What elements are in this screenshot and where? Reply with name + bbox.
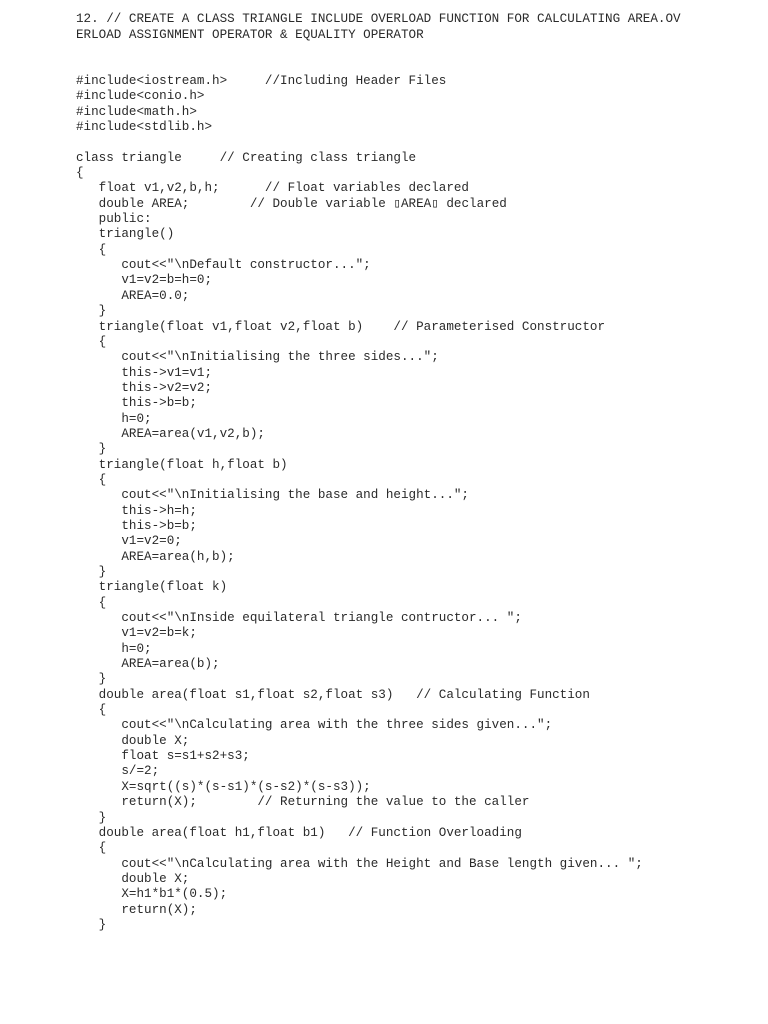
code-line: #include<stdlib.h> xyxy=(76,120,213,135)
code-line: v1=v2=b=k; xyxy=(76,626,197,641)
title-line-1: 12. // CREATE A CLASS TRIANGLE INCLUDE OVERLOAD FUNCTION FOR CALCULATING AREA.OV xyxy=(76,12,681,26)
code-line: float s=s1+s2+s3; xyxy=(76,749,250,764)
code-line: { xyxy=(76,595,107,610)
code-line: #include<iostream.h> //Including Header Files xyxy=(76,74,447,88)
code-line: } xyxy=(76,565,107,579)
code-line: { xyxy=(76,242,107,257)
code-line: } xyxy=(76,810,107,825)
code-line: triangle(float k) xyxy=(76,580,228,595)
code-line: this->b=b; xyxy=(76,518,197,533)
code-line: return(X); // Returning the value to the caller xyxy=(76,795,530,810)
code-line: AREA=0.0; xyxy=(76,288,190,303)
code-line: triangle(float h,float b) xyxy=(76,457,288,472)
code-line: this->v1=v1; xyxy=(76,365,213,380)
code-line: this->h=h; xyxy=(76,503,197,518)
code-line xyxy=(76,135,756,150)
code-line: double X; xyxy=(76,733,190,748)
code-line: X=sqrt((s)*(s-s1)*(s-s2)*(s-s3)); xyxy=(76,779,371,794)
code-line: { xyxy=(76,334,107,349)
code-line: class triangle // Creating class triangle xyxy=(76,150,417,165)
code-line: cout<<"\nInitialising the base and height..."; xyxy=(76,488,469,503)
code-line: AREA=area(b); xyxy=(76,657,220,672)
code-block xyxy=(76,74,756,933)
code-line: cout<<"\nInitialising the three sides..."; xyxy=(76,350,439,365)
code-line: v1=v2=b=h=0; xyxy=(76,273,213,288)
code-line: cout<<"\nCalculating area with the three sides given..."; xyxy=(76,718,553,733)
code-line: double AREA; // Double variable ▯AREA▯ declared xyxy=(76,196,507,211)
code-line: cout<<"\nInside equilateral triangle contructor... "; xyxy=(76,611,522,626)
code-line: this->b=b; xyxy=(76,396,197,411)
code-line: double X; xyxy=(76,871,190,886)
code-line: public: xyxy=(76,212,152,227)
code-line: { xyxy=(76,166,84,181)
code-line: } xyxy=(76,917,107,932)
code-line: } xyxy=(76,442,107,457)
code-line: this->v2=v2; xyxy=(76,380,213,395)
code-line: double area(float h1,float b1) // Function Overloading xyxy=(76,825,522,840)
code-line: X=h1*b1*(0.5); xyxy=(76,887,228,902)
code-line: } xyxy=(76,672,107,687)
code-line: { xyxy=(76,703,107,718)
title-line-2: ERLOAD ASSIGNMENT OPERATOR & EQUALITY OPERATOR xyxy=(76,27,424,42)
code-line: triangle() xyxy=(76,227,175,242)
code-line: cout<<"\nCalculating area with the Height and Base length given... "; xyxy=(76,856,643,871)
code-line: h=0; xyxy=(76,641,152,656)
code-line: triangle(float v1,float v2,float b) // Parameterised Constructor xyxy=(76,319,606,334)
code-line: { xyxy=(76,841,107,856)
code-line: return(X); xyxy=(76,902,197,917)
code-line: AREA=area(h,b); xyxy=(76,549,235,564)
code-line: v1=v2=0; xyxy=(76,534,182,549)
code-line: } xyxy=(76,304,107,319)
code-line: { xyxy=(76,472,107,487)
code-line: #include<conio.h> xyxy=(76,89,205,104)
code-line: double area(float s1,float s2,float s3) // Calculating Function xyxy=(76,687,590,702)
code-line: float v1,v2,b,h; // Float variables declared xyxy=(76,181,469,196)
code-line: #include<math.h> xyxy=(76,104,197,119)
code-line: cout<<"\nDefault constructor..."; xyxy=(76,258,371,273)
code-line: s/=2; xyxy=(76,764,160,779)
code-line: h=0; xyxy=(76,411,152,426)
code-line: AREA=area(v1,v2,b); xyxy=(76,426,265,441)
page-title xyxy=(76,12,696,43)
